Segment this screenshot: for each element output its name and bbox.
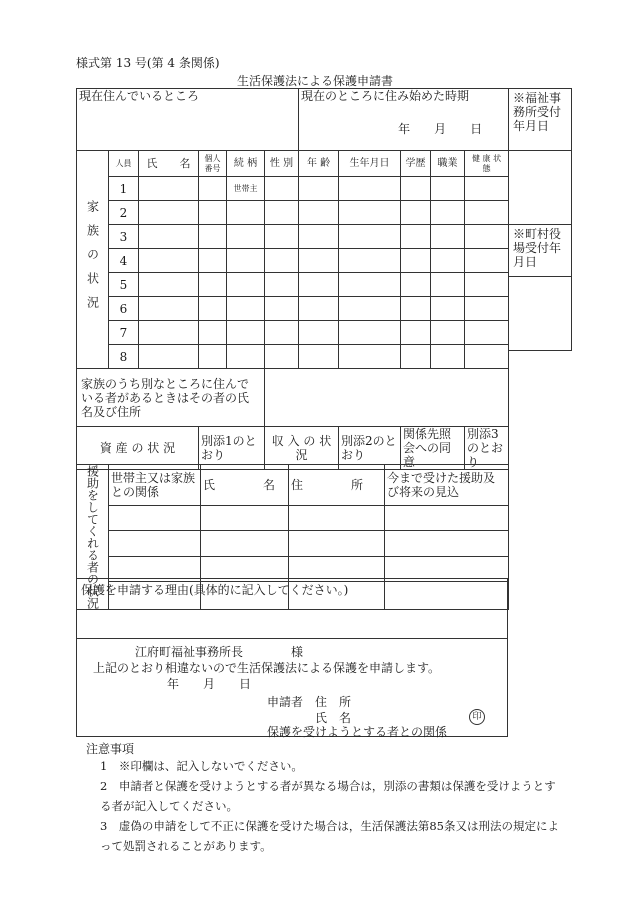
applicant-address-label: 申請者 住 所 — [267, 695, 352, 709]
supporter-row — [77, 505, 509, 530]
cell[interactable] — [265, 249, 299, 273]
cell[interactable] — [465, 201, 509, 225]
cell[interactable] — [139, 225, 199, 249]
note-item: 3 虚偽の申請をして不正に保護を受けた場合は，生活保護法第85条又は刑法の規定によって処罰されることがあります。 — [100, 819, 559, 853]
col-birthdate: 生年月日 — [339, 151, 401, 177]
assets-attach: 別添1のとおり — [199, 427, 265, 470]
col-name: 氏 名 — [139, 151, 199, 177]
assets-label: 資 産 の 状 況 — [77, 427, 199, 470]
declaration-block — [77, 639, 508, 737]
cell[interactable] — [265, 321, 299, 345]
family-row — [77, 201, 509, 225]
welfare-office-receipt: ※福祉事務所受付年月日 — [509, 89, 572, 151]
col-supporter-support: 今まで受けた援助及び将来の見込 — [385, 465, 509, 506]
declaration-date: 年 月 日 — [167, 677, 252, 691]
cell[interactable] — [199, 201, 227, 225]
cell[interactable] — [265, 345, 299, 369]
cell[interactable] — [339, 225, 401, 249]
residence-since-date: 年 月 日 — [398, 122, 483, 136]
current-address-field[interactable] — [77, 89, 299, 151]
cell[interactable] — [265, 225, 299, 249]
cell[interactable] — [339, 177, 401, 201]
reason-table — [76, 578, 508, 737]
cell[interactable] — [201, 505, 289, 530]
cell[interactable] — [201, 531, 289, 556]
cell[interactable] — [299, 273, 339, 297]
cell[interactable] — [289, 505, 385, 530]
cell[interactable] — [339, 201, 401, 225]
cell[interactable] — [139, 297, 199, 321]
cell[interactable] — [401, 321, 431, 345]
cell[interactable] — [465, 345, 509, 369]
cell[interactable] — [299, 249, 339, 273]
note-item: 1 ※印欄は、記入しないでください。 — [100, 759, 303, 773]
cell[interactable] — [139, 177, 199, 201]
cell[interactable] — [401, 177, 431, 201]
cell[interactable] — [299, 225, 339, 249]
cell[interactable] — [401, 297, 431, 321]
cell[interactable] — [139, 249, 199, 273]
seal-icon: 印 — [469, 709, 485, 725]
cell[interactable] — [265, 273, 299, 297]
cell[interactable] — [299, 201, 339, 225]
family-row — [77, 273, 509, 297]
statement: 上記のとおり相違ないので生活保護法による保護を申請します。 — [93, 661, 441, 675]
family-row — [77, 321, 509, 345]
relation-label: 保護を受けようとする者との関係 — [267, 725, 448, 739]
row-number: 5 — [109, 273, 139, 297]
cell[interactable] — [431, 177, 465, 201]
cell[interactable] — [199, 177, 227, 201]
cell[interactable] — [385, 531, 509, 556]
cell[interactable] — [431, 297, 465, 321]
residence-since-field[interactable] — [299, 89, 509, 151]
col-supporter-name: 氏 名 — [201, 465, 289, 506]
current-address-label: 現在住んでいるところ — [79, 89, 200, 103]
cell[interactable] — [385, 505, 509, 530]
head-of-household: 世帯主 — [227, 177, 265, 201]
row-number: 6 — [109, 297, 139, 321]
cell[interactable] — [299, 177, 339, 201]
cell[interactable] — [339, 321, 401, 345]
cell[interactable] — [289, 531, 385, 556]
separate-residence-field[interactable] — [265, 369, 509, 427]
col-occupation: 職業 — [431, 151, 465, 177]
town-office-stamp-area — [509, 277, 572, 351]
cell[interactable] — [339, 249, 401, 273]
cell[interactable] — [199, 297, 227, 321]
cell[interactable] — [431, 201, 465, 225]
cell[interactable] — [465, 177, 509, 201]
cell[interactable] — [431, 345, 465, 369]
income-attach: 別添2のとおり — [339, 427, 401, 470]
cell[interactable] — [401, 345, 431, 369]
applicant-name-label: 氏 名 — [315, 711, 352, 725]
cell[interactable] — [339, 345, 401, 369]
col-supporter-address: 住 所 — [289, 465, 385, 506]
family-row — [77, 345, 509, 369]
cell[interactable] — [199, 345, 227, 369]
cell[interactable] — [339, 297, 401, 321]
cell[interactable] — [339, 273, 401, 297]
income-label: 収 入 の 状 況 — [265, 427, 339, 470]
consent-label: 関係先照会への同意 — [401, 427, 465, 470]
reason-label: 保護を申請する理由(具体的に記入してください。) — [81, 583, 349, 597]
town-office-receipt: ※町村役場受付年月日 — [509, 225, 572, 277]
col-age: 年 齢 — [299, 151, 339, 177]
row-number: 4 — [109, 249, 139, 273]
col-supporter-relation: 世帯主又は家族との関係 — [109, 465, 201, 506]
cell[interactable] — [465, 321, 509, 345]
row-number: 8 — [109, 345, 139, 369]
supporter-row — [77, 531, 509, 556]
family-row — [77, 297, 509, 321]
cell[interactable] — [431, 273, 465, 297]
cell[interactable] — [109, 531, 201, 556]
cell[interactable] — [401, 201, 431, 225]
cell[interactable] — [199, 225, 227, 249]
col-personal-number: 個人番号 — [199, 151, 227, 177]
cell[interactable] — [227, 201, 265, 225]
cell[interactable] — [401, 273, 431, 297]
cell[interactable] — [299, 297, 339, 321]
cell[interactable] — [299, 345, 339, 369]
cell[interactable] — [401, 225, 431, 249]
cell[interactable] — [199, 273, 227, 297]
family-section-label: 家族の状況 — [77, 151, 109, 369]
cell[interactable] — [265, 201, 299, 225]
family-row — [77, 225, 509, 249]
row-number: 1 — [109, 177, 139, 201]
cell[interactable] — [465, 297, 509, 321]
cell[interactable] — [227, 249, 265, 273]
cell[interactable] — [227, 225, 265, 249]
cell[interactable] — [465, 273, 509, 297]
form-number: 様式第 13 号(第 4 条関係) — [76, 56, 220, 70]
col-sex: 性 別 — [265, 151, 299, 177]
reason-field[interactable] — [77, 579, 508, 639]
col-education: 学歴 — [401, 151, 431, 177]
cell[interactable] — [139, 273, 199, 297]
cell[interactable] — [465, 249, 509, 273]
addressee: 江府町福祉事務所長 様 — [135, 645, 304, 659]
cell[interactable] — [431, 321, 465, 345]
receipt-column — [508, 88, 572, 351]
cell[interactable] — [227, 297, 265, 321]
cell[interactable] — [139, 201, 199, 225]
form-title: 生活保護法による保護申請書 — [236, 74, 393, 88]
separate-residence-label: 家族のうち別なところに住んでいる者があるときはその者の氏名及び住所 — [77, 369, 265, 427]
cell[interactable] — [199, 321, 227, 345]
col-relation: 続 柄 — [227, 151, 265, 177]
cell[interactable] — [265, 177, 299, 201]
cell[interactable] — [465, 225, 509, 249]
col-health: 健 康 状 態 — [465, 151, 509, 177]
cell[interactable] — [227, 273, 265, 297]
residence-since-label: 現在のところに住み始めた時期 — [301, 89, 470, 103]
consent-attach: 別添3のとおり — [465, 427, 509, 470]
welfare-office-stamp-area — [509, 151, 572, 225]
supporters-section-label: 援助をしてくれる者の状況 — [77, 465, 109, 610]
col-persons: 人員 — [109, 151, 139, 177]
row-number: 2 — [109, 201, 139, 225]
cell[interactable] — [227, 321, 265, 345]
cell[interactable] — [299, 321, 339, 345]
row-number: 3 — [109, 225, 139, 249]
cell[interactable] — [227, 345, 265, 369]
application-table — [76, 88, 509, 470]
cell[interactable] — [265, 297, 299, 321]
cell[interactable] — [431, 249, 465, 273]
note-item: 2 申請者と保護を受けようとする者が異なる場合は，別添の書類は保護を受けようとする者が記入してください。 — [100, 779, 556, 813]
family-row — [77, 177, 509, 201]
cell[interactable] — [109, 505, 201, 530]
row-number: 7 — [109, 321, 139, 345]
notes-heading: 注意事項 — [86, 742, 135, 756]
cell[interactable] — [139, 345, 199, 369]
cell[interactable] — [401, 249, 431, 273]
cell[interactable] — [431, 225, 465, 249]
family-row — [77, 249, 509, 273]
cell[interactable] — [199, 249, 227, 273]
cell[interactable] — [139, 321, 199, 345]
